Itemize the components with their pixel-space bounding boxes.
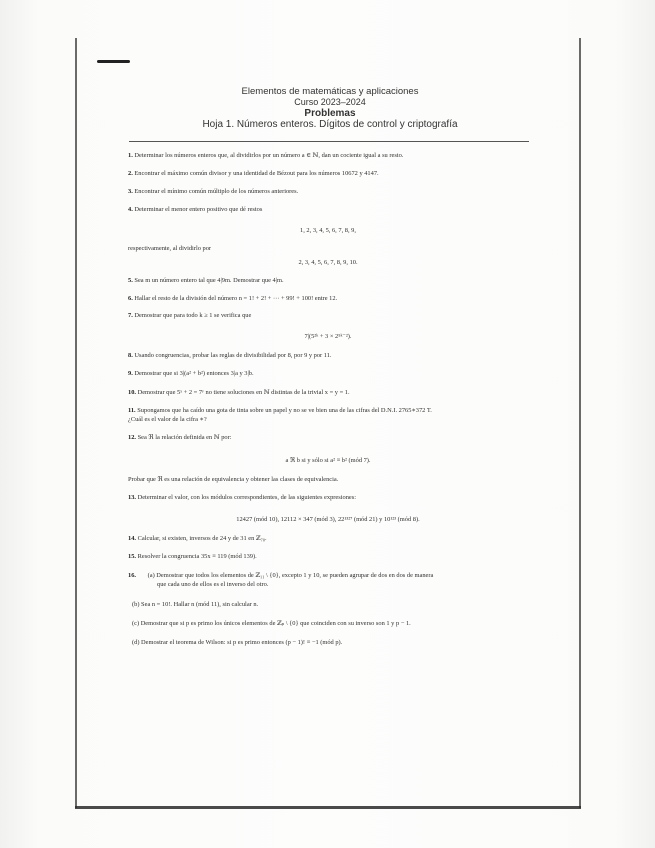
problem-12 <box>128 434 232 442</box>
problem-11-question: ¿Cuál es el valor de la cifra ∗? <box>128 416 207 423</box>
problem-number: 8. <box>128 352 133 359</box>
problem-13-formula: 12427 (mód 10), 12112 × 347 (mód 3), 22¹³²⁷ (mód 21) y 10¹²³ (mód 8). <box>236 516 420 523</box>
problem-number: 7. <box>128 312 133 319</box>
problem-text: Encontrar el máximo común divisor y una identidad de Bézout para los números 10672 y 4147. <box>134 170 379 177</box>
problem-number: 16. <box>128 572 136 579</box>
problem-text: Hallar el resto de la división del número n = 1! + 2! + ··· + 99! + 100! entre 12. <box>134 295 338 302</box>
problem-text: Demostrar que para todo k ≥ 1 se verifica que <box>134 312 252 319</box>
problem-text: Supongamos que ha caído una gota de tinta sobre un papel y no se ve bien una de las cifras del D.N.I. 2765∗372 T. <box>137 407 432 414</box>
problem-number: 3. <box>128 188 133 195</box>
problem-text: Sea ℜ la relación definida en ℕ por: <box>137 434 232 441</box>
problem-2 <box>128 170 379 178</box>
problem-number: 11. <box>128 407 136 414</box>
problem-16-part-a: (a) Demostrar que todos los elementos de ℤ₁₁ \ {0}, excepto 1 y 10, se pueden agrupar de dos en dos de manera <box>147 572 434 579</box>
problem-text: Resolver la congruencia 35x ≡ 119 (mód 139). <box>137 553 257 560</box>
problem-number: 10. <box>128 389 136 396</box>
problem-number: 1. <box>128 152 133 159</box>
problem-16-part-b: (b) Sea n = 10!. Hallar n (mód 11), sin calcular n. <box>132 601 259 608</box>
problem-number: 9. <box>128 370 133 377</box>
problem-number: 6. <box>128 295 133 302</box>
problem-12-formula: a ℜ b si y sólo si a² ≡ b² (mód 7). <box>285 457 371 464</box>
problem-9 <box>128 370 254 378</box>
problem-16 <box>128 572 433 580</box>
problem-1 <box>128 152 403 160</box>
problem-14 <box>128 535 267 543</box>
problem-8 <box>128 352 332 360</box>
problem-text: Sea m un número entero tal que 4|9m. Demostrar que 4|m. <box>134 277 284 284</box>
page-left-edge <box>75 38 77 808</box>
problem-11 <box>128 407 432 415</box>
problem-text: Determinar el menor entero positivo que dé restos <box>134 206 263 213</box>
problem-16-part-a-cont: que cada uno de ellos es el inverso del otro. <box>157 581 269 588</box>
sheet-title: Hoja 1. Números enteros. Dígitos de control y criptografía <box>202 119 458 130</box>
problem-number: 14. <box>128 535 136 542</box>
problem-16-part-c: (c) Demostrar que si p es primo los únicos elementos de ℤₚ \ {0} que coinciden con su inverso son 1 y p − 1. <box>132 620 411 627</box>
problem-13 <box>128 494 356 502</box>
course-title: Elementos de matemáticas y aplicaciones <box>241 86 419 97</box>
problem-text: Usando congruencias, probar las reglas de divisibilidad por 8, por 9 y por 11. <box>134 352 332 359</box>
problem-7-formula: 7|(5²ᵏ + 3 × 2⁵ᵏ⁻²). <box>304 333 352 340</box>
header-rule <box>129 141 529 142</box>
pen-mark <box>97 60 130 63</box>
problem-5 <box>128 277 284 285</box>
problem-number: 5. <box>128 277 133 284</box>
problem-12-task: Probar que ℜ es una relación de equivalencia y obtener las clases de equivalencia. <box>128 476 339 483</box>
problem-10 <box>128 389 350 397</box>
course-year: Curso 2023–2024 <box>294 97 366 107</box>
problem-text: Demostrar que 5ˣ + 2 = 7ʸ no tiene soluciones en ℕ distintas de la trivial x = y = 1. <box>137 389 350 396</box>
problem-number: 13. <box>128 494 136 501</box>
problem-4-middle-text: respectivamente, al dividirlo por <box>128 245 212 252</box>
problem-4 <box>128 206 262 214</box>
problem-text: Calcular, si existen, inversos de 24 y de 31 en ℤ₇₀. <box>137 535 267 542</box>
problem-7 <box>128 312 251 320</box>
problem-number: 2. <box>128 170 133 177</box>
section-title: Problemas <box>304 108 356 119</box>
problem-16-part-d: (d) Demostrar el teorema de Wilson: si p es primo entonces (p − 1)! ≡ −1 (mód p). <box>132 639 343 646</box>
problem-number: 12. <box>128 434 136 441</box>
problem-15 <box>128 553 257 561</box>
problem-number: 4. <box>128 206 133 213</box>
page-right-edge <box>579 38 581 808</box>
problem-4-divisors: 2, 3, 4, 5, 6, 7, 8, 9, 10. <box>298 259 358 266</box>
problem-number: 15. <box>128 553 136 560</box>
problem-text: Demostrar que si 3|(a² + b²) entonces 3|a y 3|b. <box>134 370 254 377</box>
problem-text: Determinar el valor, con los módulos correspondientes, de las siguientes expresiones: <box>137 494 356 501</box>
document-header <box>150 86 510 130</box>
problem-6 <box>128 295 337 303</box>
problem-text: Determinar los números enteros que, al dividirlos por un número a ∈ ℕ, dan un cociente igual a su resto. <box>134 152 404 159</box>
problem-4-remainders: 1, 2, 3, 4, 5, 6, 7, 8, 9, <box>300 227 356 234</box>
problem-3 <box>128 188 298 196</box>
problem-text: Encontrar el mínimo común múltiplo de los números anteriores. <box>134 188 299 195</box>
page-bottom-edge <box>75 806 581 809</box>
